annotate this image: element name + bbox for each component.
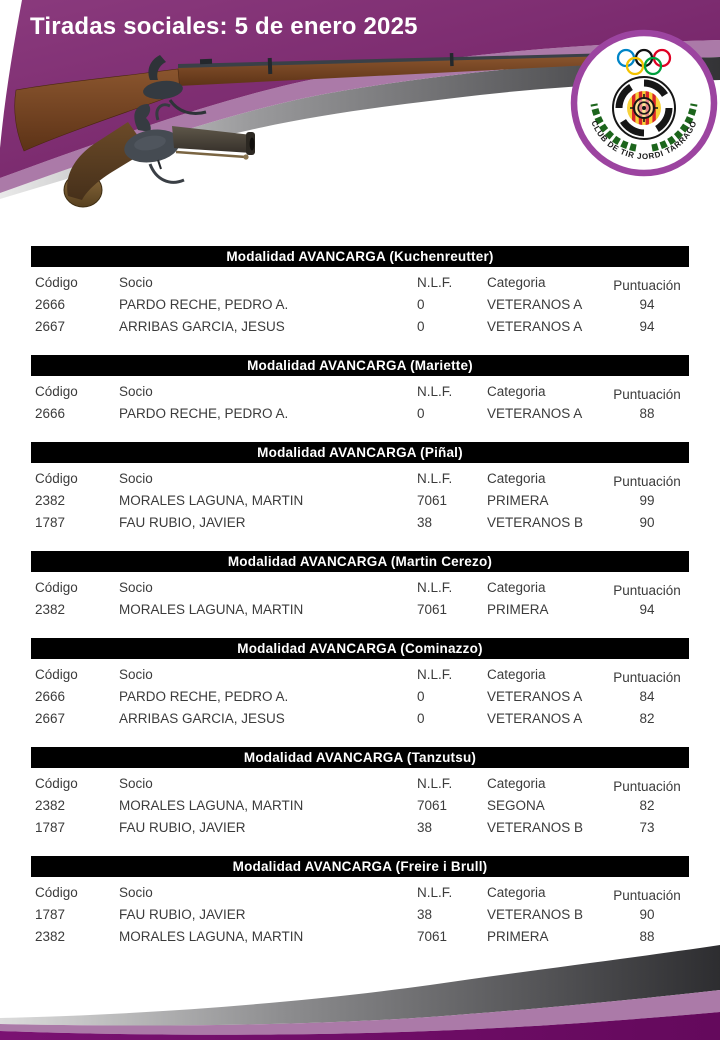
cell: 0 [417,296,425,312]
column-header: Socio [119,384,153,399]
column-header: Categoria [487,885,546,900]
cell: PARDO RECHE, PEDRO A. [119,688,289,704]
column-header: N.L.F. [417,776,453,791]
column-header-row [31,572,689,598]
column-header: Socio [119,776,153,791]
column-header: Código [35,667,78,682]
column-header: N.L.F. [417,667,453,682]
column-header: Código [35,776,78,791]
cell: 90 [639,514,655,530]
column-header: Socio [119,580,153,595]
column-header: N.L.F. [417,580,453,595]
cell: 90 [639,906,655,922]
column-header-row [31,659,689,685]
column-header: Categoria [487,471,546,486]
cell: 2382 [35,601,66,617]
cell: VETERANOS A [487,688,583,704]
column-header: Socio [119,275,153,290]
cell: 73 [639,819,655,835]
modality-table [31,747,689,838]
table-row [31,707,689,729]
column-header: Puntuación [613,583,681,598]
column-header: Código [35,580,78,595]
column-header-row [31,376,689,402]
cell: SEGONA [487,797,545,813]
cell: 82 [639,797,655,813]
modality-table [31,442,689,533]
cell: VETERANOS A [487,710,583,726]
cell: PRIMERA [487,601,549,617]
results-tables [31,246,689,965]
cell: 94 [639,296,655,312]
cell: PARDO RECHE, PEDRO A. [119,405,289,421]
club-logo [574,33,714,173]
cell: 38 [417,906,433,922]
cell: 88 [639,405,655,421]
cell: 7061 [417,928,448,944]
cell: 0 [417,710,425,726]
cell: FAU RUBIO, JAVIER [119,514,246,530]
column-header: Socio [119,885,153,900]
cell: 94 [639,601,655,617]
cell: VETERANOS B [487,819,584,835]
cell: 7061 [417,492,448,508]
cell: PRIMERA [487,928,549,944]
cell: 0 [417,405,425,421]
page-title: Tiradas sociales: 5 de enero 2025 [30,13,418,40]
cell: 0 [417,318,425,334]
cell: 88 [639,928,655,944]
column-header: Categoria [487,776,546,791]
modality-table [31,551,689,620]
modality-table-header: Modalidad AVANCARGA (Freire i Brull) [31,856,689,877]
column-header: Puntuación [613,779,681,794]
modality-table-header: Modalidad AVANCARGA (Kuchenreutter) [31,246,689,267]
column-header: Puntuación [613,474,681,489]
cell: 1787 [35,819,66,835]
cell: 2666 [35,296,66,312]
column-header: Categoria [487,667,546,682]
column-header: Puntuación [613,888,681,903]
club-emblem [613,77,675,139]
column-header: Puntuación [613,387,681,402]
cell: ARRIBAS GARCIA, JESUS [119,318,285,334]
cell: FAU RUBIO, JAVIER [119,819,246,835]
column-header: Socio [119,667,153,682]
modality-table-header: Modalidad AVANCARGA (Piñal) [31,442,689,463]
cell: VETERANOS A [487,296,583,312]
column-header: N.L.F. [417,384,453,399]
cell: VETERANOS B [487,514,584,530]
modality-table [31,638,689,729]
modality-table-header: Modalidad AVANCARGA (Mariette) [31,355,689,376]
column-header: Puntuación [613,278,681,293]
cell: 2382 [35,492,66,508]
cell: 1787 [35,514,66,530]
column-header: N.L.F. [417,885,453,900]
table-row [31,489,689,511]
column-header: N.L.F. [417,275,453,290]
column-header-row [31,768,689,794]
table-row [31,794,689,816]
cell: 7061 [417,797,448,813]
column-header-row [31,463,689,489]
results-table [31,267,689,337]
club-name-text: CLUB DE TIR JORDI TARRAGÓ [589,119,699,162]
table-row [31,685,689,707]
results-table [31,376,689,424]
modality-table [31,246,689,337]
table-row [31,511,689,533]
table-row [31,816,689,838]
table-row [31,402,689,424]
column-header: Socio [119,471,153,486]
cell: PRIMERA [487,492,549,508]
column-header: Código [35,275,78,290]
column-header-row [31,267,689,293]
column-header: Categoria [487,275,546,290]
cell: 2666 [35,688,66,704]
cell: ARRIBAS GARCIA, JESUS [119,710,285,726]
cell: 38 [417,514,433,530]
cell: VETERANOS A [487,318,583,334]
modality-table [31,355,689,424]
cell: 7061 [417,601,448,617]
cell: MORALES LAGUNA, MARTIN [119,797,304,813]
cell: 2666 [35,405,66,421]
cell: MORALES LAGUNA, MARTIN [119,601,304,617]
cell: 2382 [35,928,66,944]
cell: MORALES LAGUNA, MARTIN [119,492,304,508]
results-table [31,572,689,620]
table-row [31,315,689,337]
column-header: Categoria [487,580,546,595]
cell: 0 [417,688,425,704]
column-header: Puntuación [613,670,681,685]
cell: VETERANOS A [487,405,583,421]
cell: 2667 [35,318,66,334]
modality-table-header: Modalidad AVANCARGA (Cominazzo) [31,638,689,659]
cell: 38 [417,819,433,835]
results-table [31,463,689,533]
cell: VETERANOS B [487,906,584,922]
column-header: Categoria [487,384,546,399]
cell: MORALES LAGUNA, MARTIN [119,928,304,944]
cell: 84 [639,688,655,704]
table-row [31,598,689,620]
footer-swoosh [0,915,720,1040]
modality-table-header: Modalidad AVANCARGA (Martin Cerezo) [31,551,689,572]
column-header: Código [35,384,78,399]
results-table [31,768,689,838]
cell: 94 [639,318,655,334]
modality-table-header: Modalidad AVANCARGA (Tanzutsu) [31,747,689,768]
column-header: N.L.F. [417,471,453,486]
column-header: Código [35,471,78,486]
cell: 2667 [35,710,66,726]
cell: PARDO RECHE, PEDRO A. [119,296,289,312]
column-header-row [31,877,689,903]
table-row [31,293,689,315]
cell: 2382 [35,797,66,813]
column-header: Código [35,885,78,900]
cell: 99 [639,492,655,508]
cell: 82 [639,710,655,726]
cell: FAU RUBIO, JAVIER [119,906,246,922]
results-table [31,659,689,729]
cell: 1787 [35,906,66,922]
